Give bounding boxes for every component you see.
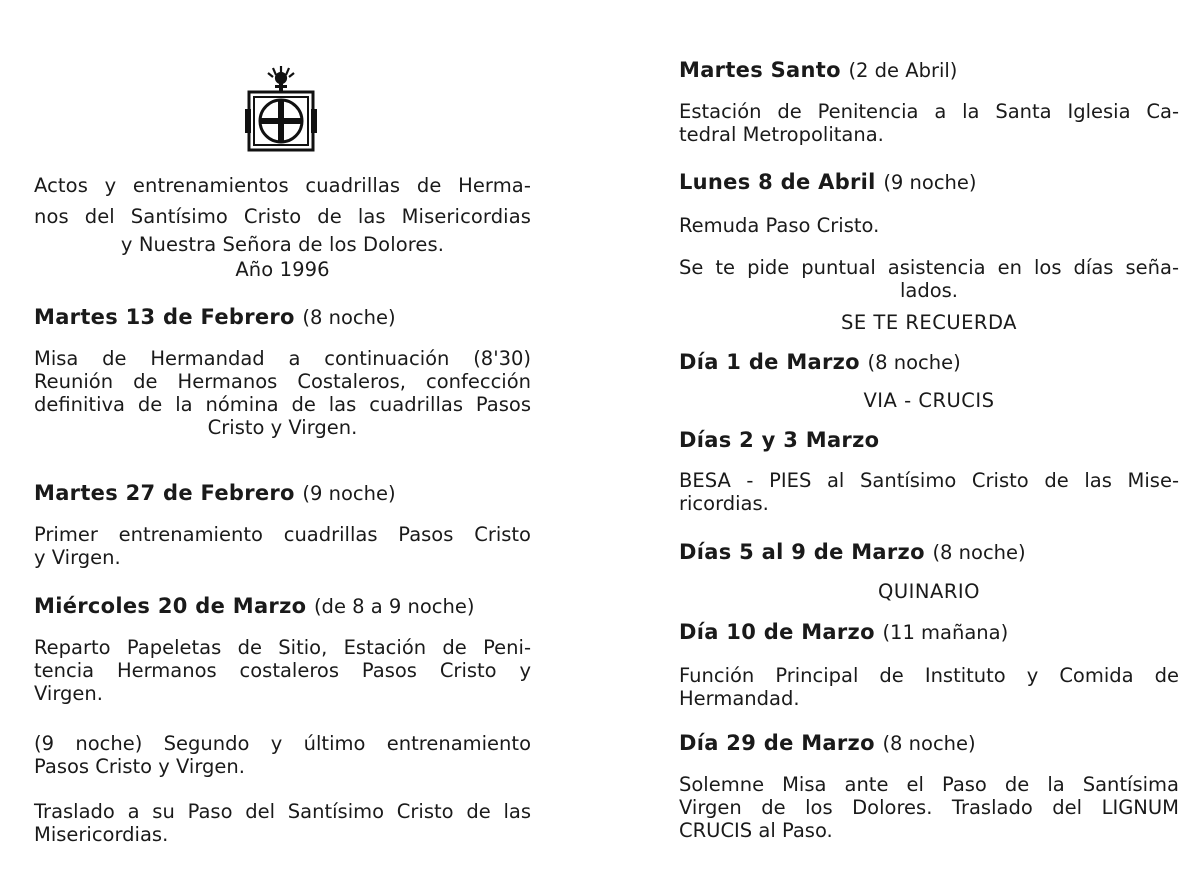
event-time: (9 noche) [883, 171, 977, 194]
event-date [679, 620, 1179, 644]
note-line: (9 noche) Segundo y último entrenamiento [34, 732, 531, 755]
note-line: Pasos Cristo y Virgen. [34, 755, 245, 778]
event-note [34, 800, 531, 846]
description-line: definitiva de la nómina de las cuadrillas Pasos [34, 393, 531, 416]
event-description [679, 773, 1179, 842]
intro-line: y Nuestra Señora de los Dolores. [120, 233, 445, 256]
event-description [34, 636, 531, 705]
event-description [679, 214, 1179, 237]
event-time: (8 noche) [302, 306, 396, 329]
description-line: Primer entrenamiento cuadrillas Pasos Cristo [34, 523, 531, 546]
event-time: (9 noche) [302, 482, 396, 505]
event-date [679, 350, 1179, 374]
event-time: (2 de Abril) [848, 59, 958, 82]
description-line: tencia Hermanos costaleros Pasos Cristo y [34, 659, 531, 682]
event-date [679, 428, 1179, 452]
event-description [679, 469, 1179, 515]
event-date [34, 594, 531, 618]
description-line: CRUCIS al Paso. [679, 819, 833, 842]
event-date-bold: Día 1 de Marzo [679, 350, 860, 374]
attendance-notice [679, 256, 1179, 302]
event-time: (8 noche) [932, 541, 1026, 564]
event-note [34, 732, 531, 778]
note-line: Misericordias. [34, 823, 169, 846]
event-date-bold: Martes Santo [679, 58, 841, 82]
description-line: Solemne Misa ante el Paso de la Santísima [679, 773, 1179, 796]
description-line: BESA - PIES al Santísimo Cristo de las Mise- [679, 469, 1179, 492]
right-column [679, 0, 1179, 877]
description-line: y Virgen. [34, 546, 121, 569]
intro-line: nos del Santísimo Cristo de las Misericordias [34, 205, 531, 228]
description-line: tedral Metropolitana. [679, 123, 884, 146]
event-date [34, 481, 531, 505]
event-time: (de 8 a 9 noche) [313, 595, 475, 618]
description-line: Misa de Hermandad a continuación (8'30) [34, 347, 531, 370]
event-date-bold: Día 29 de Marzo [679, 731, 875, 755]
event-date-bold: Días 5 al 9 de Marzo [679, 540, 925, 564]
event-date [34, 305, 531, 329]
intro-year: Año 1996 [235, 258, 330, 281]
intro-line: Actos y entrenamientos cuadrillas de Herma- [34, 174, 531, 197]
description-line: Reparto Papeletas de Sitio, Estación de Peni- [34, 636, 531, 659]
description-line: Virgen. [34, 682, 103, 705]
event-description [679, 664, 1179, 710]
event-date-bold: Martes 13 de Febrero [34, 305, 295, 329]
event-date-bold: Miércoles 20 de Marzo [34, 594, 307, 618]
event-date-bold: Días 2 y 3 Marzo [679, 428, 880, 452]
event-description [679, 100, 1179, 146]
note-line: Traslado a su Paso del Santísimo Cristo de las [34, 800, 531, 823]
description-line: Hermandad. [679, 687, 800, 710]
event-title: QUINARIO [878, 580, 980, 603]
event-time: (8 noche) [882, 732, 976, 755]
event-date-bold: Lunes 8 de Abril [679, 170, 876, 194]
event-date [679, 731, 1179, 755]
left-column [34, 0, 531, 877]
event-date-bold: Día 10 de Marzo [679, 620, 875, 644]
event-date [679, 170, 1179, 194]
notice-line: lados. [899, 279, 959, 302]
brotherhood-emblem-icon [245, 64, 317, 154]
description-line: Estación de Penitencia a la Santa Iglesia Ca- [679, 100, 1179, 123]
event-date-bold: Martes 27 de Febrero [34, 481, 295, 505]
description-line: Función Principal de Instituto y Comida de [679, 664, 1179, 687]
event-title: VIA - CRUCIS [863, 389, 995, 412]
event-date [679, 540, 1179, 564]
description-line: Reunión de Hermanos Costaleros, confección [34, 370, 531, 393]
description-line: Cristo y Virgen. [207, 416, 358, 439]
description-line: ricordias. [679, 492, 769, 515]
event-date [679, 58, 1179, 82]
intro-heading [34, 170, 531, 283]
event-time: (11 mañana) [882, 621, 1009, 644]
description-line: Virgen de los Dolores. Traslado del LIGNUM [679, 796, 1179, 819]
event-description [34, 347, 531, 439]
event-time: (8 noche) [867, 351, 961, 374]
reminder-heading: SE TE RECUERDA [841, 311, 1017, 334]
notice-line: Se te pide puntual asistencia en los días seña- [679, 256, 1179, 279]
description-line: Remuda Paso Cristo. [679, 214, 880, 237]
event-description [34, 523, 531, 569]
